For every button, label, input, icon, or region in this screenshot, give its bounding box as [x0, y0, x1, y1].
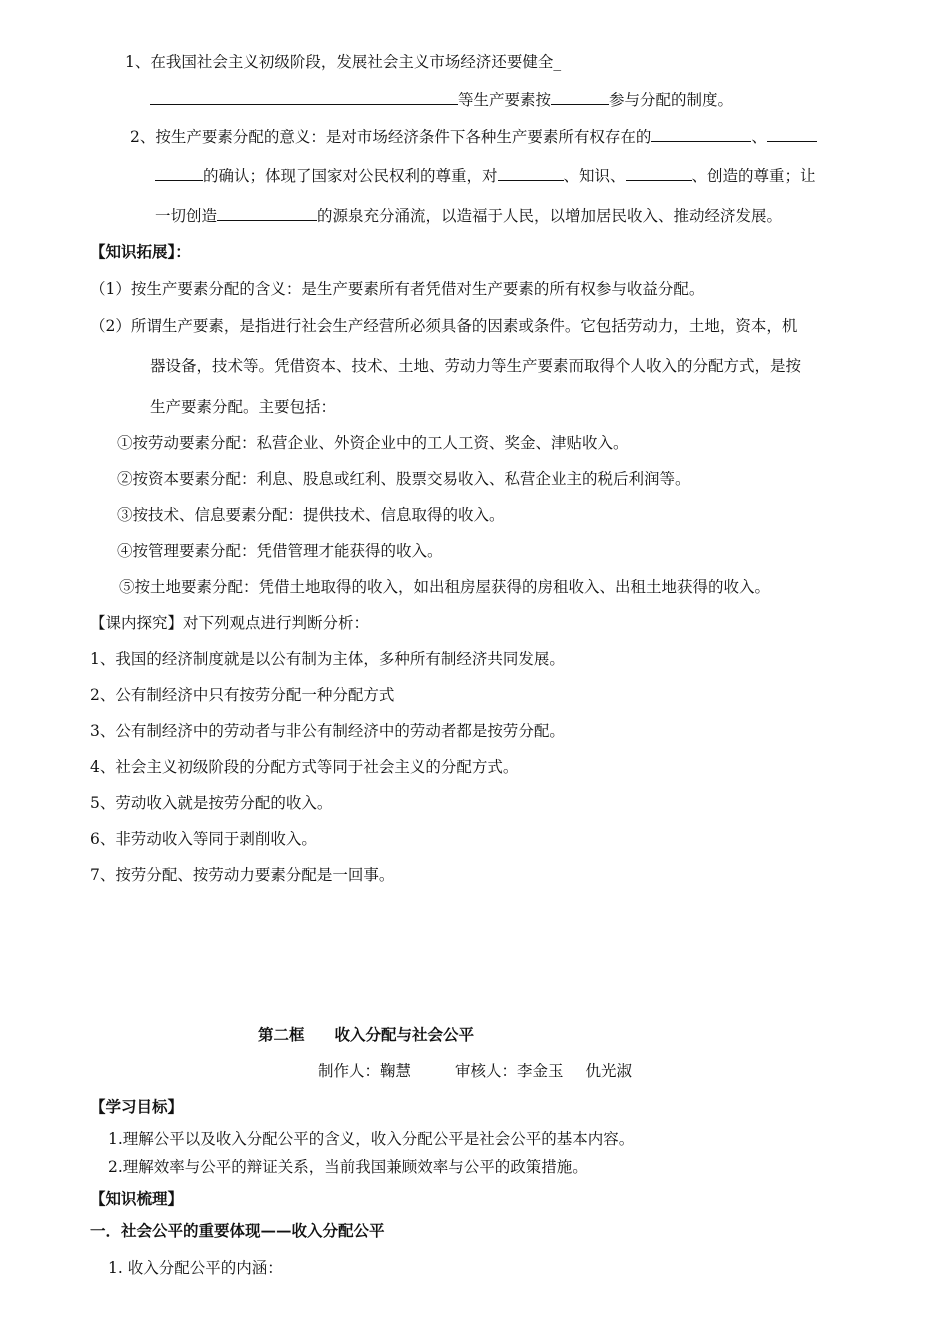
answer-blank[interactable]: [626, 165, 692, 181]
inquiry-item: 6、非劳动收入等同于剥削收入。: [90, 830, 317, 848]
extension-paragraph-2-line-1: （2）所谓生产要素，是指进行社会生产经营所必须具备的因素或条件。它包括劳动力，土地，资本，机: [90, 317, 798, 335]
answer-blank[interactable]: [155, 165, 203, 181]
lesson-credits: [318, 1061, 632, 1081]
inquiry-item: 5、劳动收入就是按劳分配的收入。: [90, 794, 333, 812]
question-1-end-text: 参与分配的制度。: [609, 91, 734, 109]
author: 制作人：鞠慧: [318, 1062, 412, 1080]
question-2-line-2: [155, 165, 816, 186]
question-2-text-c: 、创造的尊重；让: [691, 167, 816, 185]
extension-item: ④按管理要素分配：凭借管理才能获得的收入。: [117, 542, 443, 560]
question-1-text: 1、在我国社会主义初级阶段，发展社会主义市场经济还要健全_: [125, 53, 562, 71]
goal-item: 1.理解公平以及收入分配公平的含义，收入分配公平是社会公平的基本内容。: [108, 1130, 635, 1148]
inquiry-item: 2、公有制经济中只有按劳分配一种分配方式: [90, 686, 395, 704]
extension-item: ③按技术、信息要素分配：提供技术、信息取得的收入。: [117, 506, 505, 524]
lesson-title: [258, 1025, 474, 1045]
answer-blank[interactable]: [651, 126, 751, 142]
question-1-mid-text: 等生产要素按: [458, 91, 552, 109]
question-1-line-2: [150, 89, 733, 110]
extension-paragraph-2-line-3: 生产要素分配。主要包括：: [150, 398, 337, 416]
question-2-text: 2、按生产要素分配的意义：是对市场经济条件下各种生产要素所有权存在的: [130, 128, 652, 146]
question-1-line-1: [125, 52, 561, 72]
extension-heading: 【知识拓展】：: [90, 242, 191, 261]
extension-item: ②按资本要素分配：利息、股息或红利、股票交易收入、私营企业主的税后利润等。: [117, 470, 691, 488]
goal-item: 2.理解效率与公平的辩证关系，当前我国兼顾效率与公平的政策措施。: [108, 1158, 588, 1176]
reviewer: 审核人：李金玉: [455, 1062, 564, 1080]
answer-blank[interactable]: [217, 205, 317, 221]
inquiry-item: 1、我国的经济制度就是以公有制为主体，多种所有制经济共同发展。: [90, 650, 565, 668]
inquiry-item: 3、公有制经济中的劳动者与非公有制经济中的劳动者都是按劳分配。: [90, 722, 565, 740]
question-2-line-1: [130, 126, 817, 147]
extension-paragraph-1: （1）按生产要素分配的含义：是生产要素所有者凭借对生产要素的所有权参与收益分配。: [90, 280, 705, 298]
lesson-title-number: 第二框: [258, 1025, 305, 1044]
answer-blank[interactable]: [498, 165, 564, 181]
answer-blank[interactable]: [551, 89, 609, 105]
part-1-heading: 一．社会公平的重要体现——收入分配公平: [90, 1221, 385, 1240]
answer-blank[interactable]: [150, 89, 458, 105]
reviewer-2: 仇光淑: [585, 1062, 633, 1080]
lesson-title-text: 收入分配与社会公平: [334, 1025, 475, 1044]
part-1-item-1: 1. 收入分配公平的内涵：: [108, 1259, 283, 1277]
separator: 、: [751, 128, 767, 146]
inquiry-item: 7、按劳分配、按劳动力要素分配是一回事。: [90, 866, 395, 884]
question-2-text-e: 的源泉充分涌流，以造福于人民，以增加居民收入、推动经济发展。: [317, 207, 783, 225]
goals-heading: 【学习目标】: [90, 1097, 184, 1116]
question-2-text-b: 、知识、: [563, 167, 626, 185]
question-2-text-a: 的确认；体现了国家对公民权利的尊重，对: [203, 167, 498, 185]
extension-item: ⑤按土地要素分配：凭借土地取得的收入，如出租房屋获得的房租收入、出租土地获得的收入。: [119, 578, 771, 596]
extension-paragraph-2-line-2: 器设备，技术等。凭借资本、技术、土地、劳动力等生产要素而取得个人收入的分配方式，是按: [150, 357, 802, 375]
question-2-text-d: 一切创造: [155, 207, 218, 225]
inquiry-heading: 【课内探究】对下列观点进行判断分析：: [90, 614, 370, 632]
inquiry-item: 4、社会主义初级阶段的分配方式等同于社会主义的分配方式。: [90, 758, 519, 776]
question-2-line-3: [155, 205, 782, 226]
extension-item: ①按劳动要素分配：私营企业、外资企业中的工人工资、奖金、津贴收入。: [117, 434, 629, 452]
answer-blank[interactable]: [767, 126, 817, 142]
review-heading: 【知识梳理】: [90, 1189, 184, 1208]
